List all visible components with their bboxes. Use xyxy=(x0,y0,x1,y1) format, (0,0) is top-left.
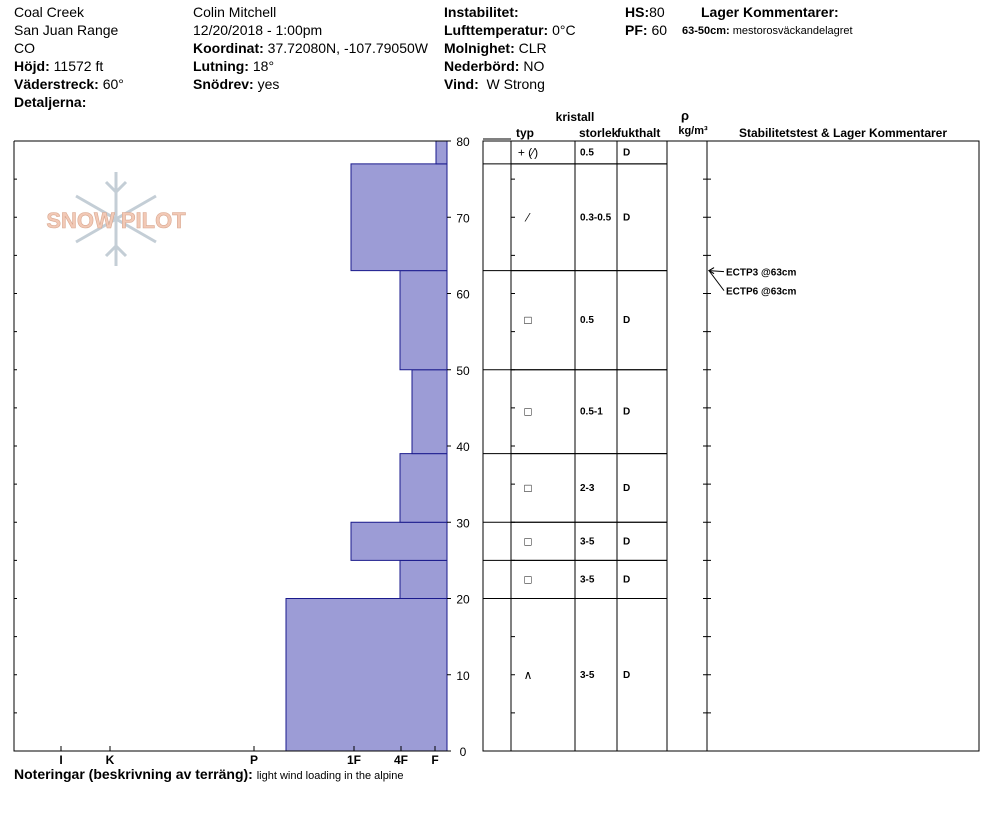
aspect-value: 60° xyxy=(102,76,124,92)
logo-text: SNOW PILOT xyxy=(46,208,186,233)
hardness-bar-3 xyxy=(400,454,447,523)
layer-size: 2-3 xyxy=(580,482,595,494)
hardness-bar-4 xyxy=(412,370,447,454)
layer-type-symbol: □ xyxy=(524,404,532,419)
header-rho: ρ xyxy=(680,108,690,123)
depth-tick-label: 30 xyxy=(456,516,470,531)
layer-moisture: D xyxy=(623,482,631,494)
layer-size: 0.5 xyxy=(580,147,594,159)
air-temp-value: 0°C xyxy=(552,22,576,38)
wind-label: Vind: xyxy=(444,76,479,92)
layer-moisture: D xyxy=(623,315,631,327)
depth-tick-label: 60 xyxy=(456,287,470,302)
depth-tick-label: 10 xyxy=(456,668,470,683)
layer-moisture: D xyxy=(623,147,631,159)
sky-label: Molnighet: xyxy=(444,40,515,56)
wind-value: W Strong xyxy=(486,76,545,92)
stability-test-label: ECTP3 @63cm xyxy=(726,267,797,279)
hardness-bar-2 xyxy=(351,522,447,560)
observer-name: Colin Mitchell xyxy=(193,4,277,20)
hardness-bar-1 xyxy=(400,560,447,598)
hardness-tick-label: I xyxy=(59,753,63,767)
layer-size: 3-5 xyxy=(580,536,595,548)
notes-value: light wind loading in the alpine xyxy=(256,770,404,782)
layer-size: 0.5-1 xyxy=(580,406,603,418)
stability-test-label: ECTP6 @63cm xyxy=(726,286,797,298)
coord-label: Koordinat: xyxy=(193,40,264,56)
layer-type-symbol: □ xyxy=(524,572,532,587)
header-moisture: fukthalt xyxy=(617,126,661,140)
layer-size: 3-5 xyxy=(580,669,595,681)
hardness-tick-label: 1F xyxy=(346,753,362,767)
snowpilot-logo xyxy=(46,172,186,266)
slope-label: Lutning: xyxy=(193,58,249,74)
header-crystal: kristall xyxy=(555,110,595,124)
hs-value: 80 xyxy=(649,4,665,20)
layer-comments-title: Lager Kommentarer: xyxy=(701,4,839,20)
hardness-tick-label: 4F xyxy=(393,753,409,767)
test-leader-line xyxy=(709,271,724,291)
layer-moisture: D xyxy=(623,574,631,586)
air-temp-label: Lufttemperatur: xyxy=(444,22,549,38)
depth-tick-label: 50 xyxy=(456,363,470,378)
layer-moisture: D xyxy=(623,212,631,224)
elevation-label: Höjd: xyxy=(14,58,50,74)
aspect-label: Väderstreck: xyxy=(14,76,99,92)
layer-moisture: D xyxy=(623,536,631,548)
elevation-value: 11572 ft xyxy=(53,58,104,74)
drift-value: yes xyxy=(257,76,280,92)
hardness-bar-0 xyxy=(286,599,447,752)
layer-type-symbol: □ xyxy=(524,313,532,328)
site-state: CO xyxy=(14,40,35,56)
notes-label: Noteringar (beskrivning av terräng): xyxy=(14,766,253,782)
layer-comment-range: 63-50cm: xyxy=(682,25,730,37)
site-range: San Juan Range xyxy=(14,22,119,38)
header-density-unit: kg/m³ xyxy=(678,125,708,137)
table-frame xyxy=(483,141,979,751)
layer-type-symbol: ⁄ xyxy=(526,210,530,225)
precip-value: NO xyxy=(523,58,545,74)
observation-datetime: 12/20/2018 - 1:00pm xyxy=(193,22,323,38)
depth-tick-label: 0 xyxy=(459,745,467,759)
instability-label: Instabilitet: xyxy=(444,4,519,20)
header-type: typ xyxy=(516,126,534,140)
hardness-tick-label: P xyxy=(249,753,259,767)
header-stability: Stabilitetstest & Lager Kommentarer xyxy=(738,126,948,140)
layer-comment-text: mestorosväckandelagret xyxy=(732,25,853,37)
layer-type-symbol: ∧ xyxy=(523,667,533,682)
hardness-tick-label: K xyxy=(105,753,115,767)
layer-moisture: D xyxy=(623,669,631,681)
site-name: Coal Creek xyxy=(14,4,85,20)
layer-size: 0.3-0.5 xyxy=(580,212,612,224)
header-size: storlek xyxy=(579,126,619,140)
details-label: Detaljerna: xyxy=(14,94,87,110)
pf-value: 60 xyxy=(651,22,668,38)
layer-type-symbol: + (⁄) xyxy=(517,145,539,160)
slope-value: 18° xyxy=(252,58,275,74)
hs-label: HS: xyxy=(625,4,650,20)
layer-moisture: D xyxy=(623,406,631,418)
depth-tick-label: 40 xyxy=(456,440,470,454)
precip-label: Nederbörd: xyxy=(444,58,520,74)
pf-label: PF: xyxy=(625,22,648,38)
hardness-bar-7 xyxy=(436,141,447,164)
hardness-bar-5 xyxy=(400,271,447,370)
hardness-tick-label: F xyxy=(431,753,439,767)
drift-label: Snödrev: xyxy=(193,76,254,92)
hardness-bar-6 xyxy=(351,164,447,271)
layer-size: 0.5 xyxy=(580,315,594,327)
layer-size: 3-5 xyxy=(580,574,595,586)
layer-type-symbol: □ xyxy=(524,534,532,549)
depth-tick-label: 70 xyxy=(456,211,470,226)
depth-tick-label: 20 xyxy=(456,592,470,607)
terrain-notes xyxy=(14,766,404,782)
depth-tick-label: 80 xyxy=(456,135,470,149)
coord-value: 37.72080N, -107.79050W xyxy=(267,40,428,56)
sky-value: CLR xyxy=(518,40,547,56)
layer-type-symbol: □ xyxy=(524,480,532,495)
